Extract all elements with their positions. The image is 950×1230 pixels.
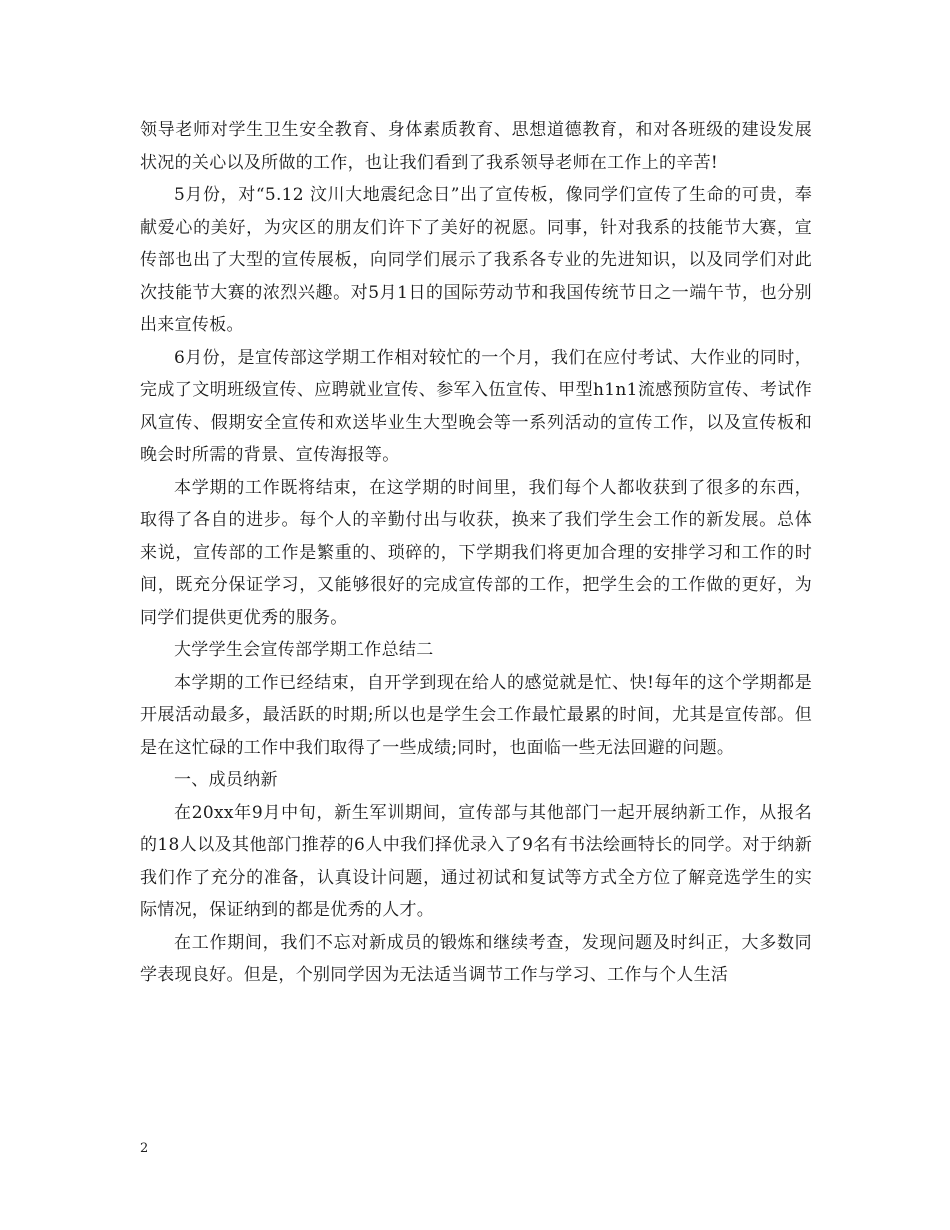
paragraph-2: 5月份，对“5.12 汶川大地震纪念日”出了宣传板，像同学们宣传了生命的可贵，奉献爱心的美好，为灾区的朋友们许下了美好的祝愿。同事，针对我系的技能节大赛，宣传部也出了大型的宣传展板，向同学们展示了我系各专业的先进知识，以及同学们对此次技能节大赛的浓烈兴趣。对5月1日的国际劳动节和我国传统节日之一端午节，也分别出来宣传板。 [140,185,812,335]
page-number: 2 [140,1141,149,1156]
paragraph-5: 本学期的工作已经结束，自开学到现在给人的感觉就是忙、快!每年的这个学期都是开展活动最多，最活跃的时期;所以也是学生会工作最忙最累的时间，尤其是宣传部。但是在这忙碌的工作中我们取得了一些成绩;同时，也面临一些无法回避的问题。 [140,672,812,758]
section-heading-1: 一、成员纳新 [174,770,278,790]
paragraph-3: 6月份，是宣传部这学期工作相对较忙的一个月，我们在应付考试、大作业的同时，完成了文明班级宣传、应聘就业宣传、参军入伍宣传、甲型h1n1流感预防宣传、考试作风宣传、假期安全宣传和欢送毕业生大型晚会等一系列活动的宣传工作，以及宣传板和晚会时所需的背景、宣传海报等。 [140,347,812,465]
paragraph-6: 在20xx年9月中旬，新生军训期间，宣传部与其他部门一起开展纳新工作，从报名的18人以及其他部门推荐的6人中我们择优录入了9名有书法绘画特长的同学。对于纳新我们作了充分的准备，认真设计问题，通过初试和复试等方式全方位了解竞选学生的实际情况，保证纳到的都是优秀的人才。 [140,802,812,920]
section-title: 大学学生会宣传部学期工作总结二 [174,640,434,660]
paragraph-1: 领导老师对学生卫生安全教育、身体素质教育、思想道德教育，和对各班级的建设发展状况的关心以及所做的工作，也让我们看到了我系领导老师在工作上的辛苦! [140,120,812,173]
document-body [140,114,812,992]
paragraph-4: 本学期的工作既将结束，在这学期的时间里，我们每个人都收获到了很多的东西，取得了各自的进步。每个人的辛勤付出与收获，换来了我们学生会工作的新发展。总体来说，宣传部的工作是繁重的、琐碎的，下学期我们将更加合理的安排学习和工作的时间，既充分保证学习，又能够很好的完成宣传部的工作，把学生会的工作做的更好，为同学们提供更优秀的服务。 [140,477,812,628]
paragraph-7: 在工作期间，我们不忘对新成员的锻炼和继续考查，发现问题及时纠正，大多数同学表现良好。但是，个别同学因为无法适当调节工作与学习、工作与个人生活 [140,932,812,985]
